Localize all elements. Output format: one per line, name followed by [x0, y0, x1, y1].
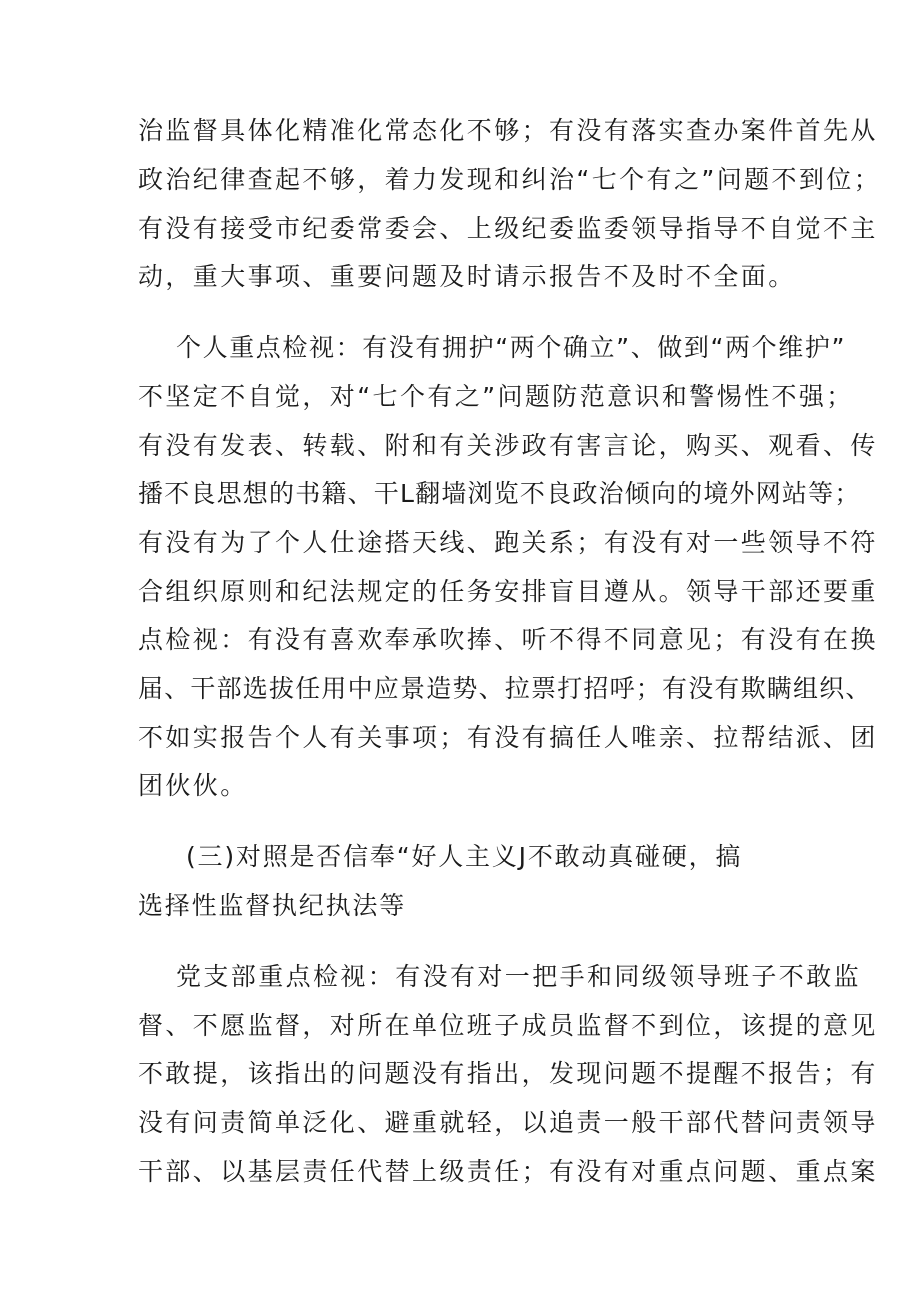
heading-line: (三)对照是否信奉“好人主义J不敢动真碰硬，搞: [186, 842, 743, 871]
text-line: 治监督具体化精准化常态化不够；有没有落实查办案件首先从: [138, 116, 878, 145]
text-line: 督、不愿监督，对所在单位班子成员监督不到位，该提的意见: [138, 1011, 878, 1040]
text-line: 不如实报告个人有关事项；有没有搞任人唯亲、拉帮结派、团: [138, 723, 878, 752]
text-line: 有没有发表、转载、附和有关涉政有害言论，购买、观看、传: [138, 431, 878, 460]
text-line: 合组织原则和纪法规定的任务安排盲目遵从。领导干部还要重: [138, 577, 878, 606]
text-line: 届、干部选拔任用中应景造势、拉票打招呼；有没有欺瞒组织、: [138, 674, 872, 703]
text-line: 团伙伙。: [138, 771, 248, 800]
text-line: 播不良思想的书籍、干L翻墙浏览不良政治倾向的境外网站等；: [138, 479, 861, 508]
text-line: 动，重大事项、重要问题及时请示报告不及时不全面。: [138, 262, 796, 291]
text-line: 有没有为了个人仕途搭天线、跑关系；有没有对一些领导不符: [138, 528, 878, 557]
text-line: 没有问责简单泛化、避重就轻，以追责一般干部代替问责领导: [138, 1108, 878, 1137]
text-line: 不坚定不自觉，对“七个有之”问题防范意识和警惕性不强；: [138, 382, 854, 411]
text-line: 点检视：有没有喜欢奉承吹捧、听不得不同意见；有没有在换: [138, 625, 878, 654]
text-line: 政治纪律查起不够，着力发现和纠治“七个有之”问题不到位；: [138, 165, 882, 194]
text-line: 个人重点检视：有没有拥护“两个确立”、做到“两个维护”: [176, 333, 847, 362]
text-line: 党支部重点检视：有没有对一把手和同级领导班子不敢监: [176, 962, 862, 991]
text-line: 不敢提，该指出的问题没有指出，发现问题不提醒不报告；有: [138, 1059, 878, 1088]
heading-line: 选择性监督执纪执法等: [138, 891, 407, 920]
text-line: 有没有接受市纪委常委会、上级纪委监委领导指导不自觉不主: [138, 214, 878, 243]
text-line: 干部、以基层责任代替上级责任；有没有对重点问题、重点案: [138, 1157, 878, 1186]
